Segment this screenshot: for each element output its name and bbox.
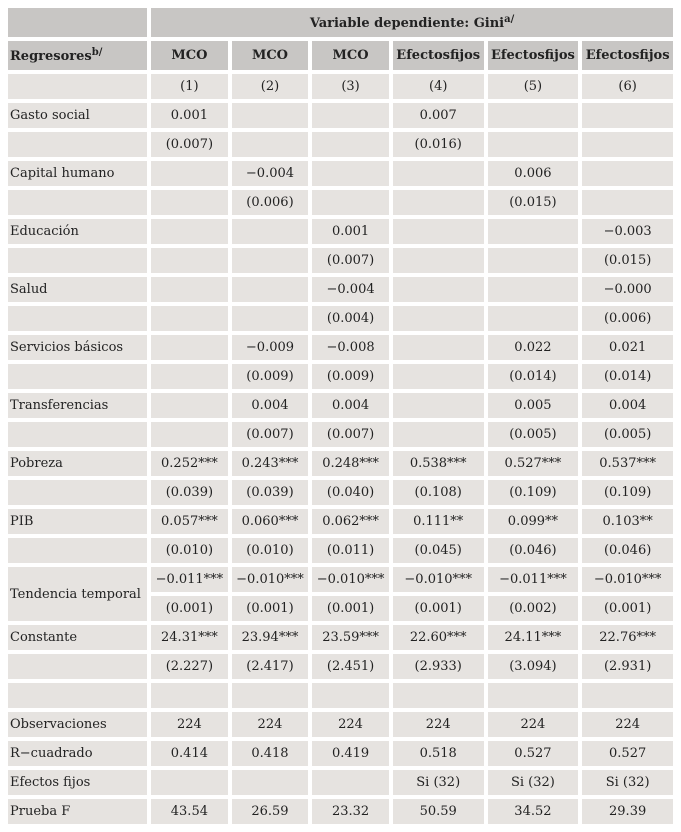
blank-label — [8, 538, 147, 563]
coefficient-cell — [488, 103, 579, 128]
coefficient-cell — [232, 277, 309, 302]
std-error-cell: (2.451) — [312, 654, 389, 679]
std-error-cell — [312, 132, 389, 157]
std-error-row — [8, 538, 673, 563]
std-error-row — [8, 422, 673, 447]
std-error-cell — [151, 306, 228, 331]
std-error-cell — [488, 306, 579, 331]
column-number: (2) — [232, 74, 309, 99]
std-error-cell: (3.094) — [488, 654, 579, 679]
blank-label — [8, 248, 147, 273]
std-error-cell — [232, 132, 309, 157]
number-row-label — [8, 74, 147, 99]
stat-value: 34.52 — [488, 799, 579, 824]
coefficient-cell — [232, 219, 309, 244]
coefficient-cell — [393, 219, 484, 244]
std-error-cell — [393, 248, 484, 273]
coefficient-cell: −0.009 — [232, 335, 309, 360]
coefficient-cell: −0.000 — [582, 277, 673, 302]
std-error-row — [8, 480, 673, 505]
std-error-cell: (0.001) — [393, 596, 484, 621]
coefficient-cell — [151, 335, 228, 360]
std-error-cell: (0.109) — [582, 480, 673, 505]
coefficient-cell: 0.004 — [312, 393, 389, 418]
column-header: MCO — [151, 41, 228, 70]
blank-cell — [232, 683, 309, 708]
regressor-label: Pobreza — [8, 451, 147, 476]
stat-label: Prueba F — [8, 799, 147, 824]
stat-value: 50.59 — [393, 799, 484, 824]
blank-label — [8, 132, 147, 157]
std-error-cell — [582, 190, 673, 215]
stat-value: 0.418 — [232, 741, 309, 766]
coefficient-cell: −0.010*** — [312, 567, 389, 592]
std-error-cell — [393, 422, 484, 447]
coefficient-cell — [393, 393, 484, 418]
blank-cell — [8, 683, 147, 708]
blank-cell — [393, 683, 484, 708]
coefficient-row — [8, 509, 673, 534]
blank-cell — [151, 683, 228, 708]
coefficient-cell: 22.76*** — [582, 625, 673, 650]
std-error-cell: (0.007) — [312, 248, 389, 273]
std-error-cell — [151, 248, 228, 273]
std-error-cell: (0.039) — [232, 480, 309, 505]
coefficient-cell — [393, 277, 484, 302]
coefficient-cell: −0.010*** — [232, 567, 309, 592]
column-number: (5) — [488, 74, 579, 99]
spacer-row — [8, 683, 673, 708]
std-error-cell: (0.010) — [151, 538, 228, 563]
coefficient-cell — [393, 335, 484, 360]
std-error-cell — [582, 132, 673, 157]
coefficient-cell — [151, 277, 228, 302]
coefficient-cell: 0.021 — [582, 335, 673, 360]
column-header: Efectosfijos — [582, 41, 673, 70]
coefficient-cell: 0.004 — [582, 393, 673, 418]
stat-value — [151, 770, 228, 795]
std-error-cell — [312, 190, 389, 215]
std-error-cell: (0.001) — [232, 596, 309, 621]
stat-value: 224 — [151, 712, 228, 737]
coefficient-cell: −0.010*** — [393, 567, 484, 592]
column-number: (1) — [151, 74, 228, 99]
stat-value: Si (32) — [582, 770, 673, 795]
dependent-variable-label: Variable dependiente: Gini — [309, 16, 505, 31]
coefficient-cell: −0.003 — [582, 219, 673, 244]
coefficient-cell — [582, 161, 673, 186]
stat-value: 0.419 — [312, 741, 389, 766]
coefficient-cell: 0.057*** — [151, 509, 228, 534]
regressor-label: Educación — [8, 219, 147, 244]
stat-value: Si (32) — [393, 770, 484, 795]
stat-label: R−cuadrado — [8, 741, 147, 766]
stat-value: 29.39 — [582, 799, 673, 824]
std-error-cell: (0.005) — [488, 422, 579, 447]
std-error-cell: (0.039) — [151, 480, 228, 505]
std-error-cell — [393, 364, 484, 389]
std-error-row — [8, 248, 673, 273]
coefficient-cell: 24.11*** — [488, 625, 579, 650]
std-error-cell: (0.015) — [488, 190, 579, 215]
std-error-cell — [488, 132, 579, 157]
coefficient-cell: 0.527*** — [488, 451, 579, 476]
coefficient-cell: −0.004 — [312, 277, 389, 302]
stat-row — [8, 712, 673, 737]
blank-label — [8, 422, 147, 447]
column-header: Efectosfijos — [488, 41, 579, 70]
stat-label: Observaciones — [8, 712, 147, 737]
coefficient-cell: 0.099** — [488, 509, 579, 534]
stat-value — [232, 770, 309, 795]
std-error-row — [8, 132, 673, 157]
header-corner — [8, 8, 147, 37]
blank-label — [8, 480, 147, 505]
std-error-cell: (0.040) — [312, 480, 389, 505]
column-number: (6) — [582, 74, 673, 99]
std-error-cell: (0.006) — [232, 190, 309, 215]
coefficient-row — [8, 393, 673, 418]
column-header: Efectosfijos — [393, 41, 484, 70]
regressor-label: PIB — [8, 509, 147, 534]
coefficient-row — [8, 103, 673, 128]
blank-label — [8, 654, 147, 679]
stat-row — [8, 770, 673, 795]
stat-row — [8, 741, 673, 766]
coefficient-cell: 0.001 — [151, 103, 228, 128]
stat-row — [8, 799, 673, 824]
column-number: (3) — [312, 74, 389, 99]
blank-cell — [488, 683, 579, 708]
coefficient-row — [8, 625, 673, 650]
coefficient-cell — [232, 103, 309, 128]
regressor-label: Tendencia temporal — [8, 567, 147, 621]
std-error-cell: (0.007) — [232, 422, 309, 447]
coefficient-cell: 24.31*** — [151, 625, 228, 650]
coefficient-cell: 0.111** — [393, 509, 484, 534]
coefficient-cell: −0.010*** — [582, 567, 673, 592]
std-error-row — [8, 306, 673, 331]
regressors-label: Regresores — [10, 49, 92, 64]
std-error-cell: (0.015) — [582, 248, 673, 273]
std-error-row — [8, 654, 673, 679]
coefficient-cell: 23.94*** — [232, 625, 309, 650]
std-error-cell: (0.007) — [151, 132, 228, 157]
blank-label — [8, 190, 147, 215]
coefficient-cell: 23.59*** — [312, 625, 389, 650]
stat-value: Si (32) — [488, 770, 579, 795]
std-error-cell: (0.009) — [232, 364, 309, 389]
blank-label — [8, 364, 147, 389]
std-error-cell: (0.005) — [582, 422, 673, 447]
blank-label — [8, 306, 147, 331]
coefficient-cell: 0.006 — [488, 161, 579, 186]
coefficient-cell — [393, 161, 484, 186]
regressor-label: Gasto social — [8, 103, 147, 128]
stat-value: 26.59 — [232, 799, 309, 824]
std-error-cell: (0.045) — [393, 538, 484, 563]
std-error-cell: (0.001) — [151, 596, 228, 621]
coefficient-row — [8, 277, 673, 302]
std-error-cell: (0.014) — [488, 364, 579, 389]
std-error-cell: (0.108) — [393, 480, 484, 505]
coefficient-cell: −0.011*** — [488, 567, 579, 592]
regressor-label: Constante — [8, 625, 147, 650]
stat-value: 0.527 — [488, 741, 579, 766]
column-header: MCO — [312, 41, 389, 70]
coefficient-cell: 0.007 — [393, 103, 484, 128]
coefficient-cell: 0.062*** — [312, 509, 389, 534]
std-error-cell: (0.004) — [312, 306, 389, 331]
stat-value: 0.527 — [582, 741, 673, 766]
regressor-label: Capital humano — [8, 161, 147, 186]
std-error-cell: (2.933) — [393, 654, 484, 679]
coefficient-cell — [151, 161, 228, 186]
coefficient-row — [8, 161, 673, 186]
coefficient-cell: 0.001 — [312, 219, 389, 244]
coefficient-cell: 0.538*** — [393, 451, 484, 476]
std-error-cell: (0.046) — [582, 538, 673, 563]
coefficient-row — [8, 567, 673, 592]
std-error-cell: (2.931) — [582, 654, 673, 679]
regressors-header — [8, 41, 147, 70]
coefficient-cell — [488, 277, 579, 302]
std-error-cell: (0.002) — [488, 596, 579, 621]
std-error-cell — [232, 248, 309, 273]
coefficient-cell: −0.008 — [312, 335, 389, 360]
stat-value: 43.54 — [151, 799, 228, 824]
stat-value: 0.518 — [393, 741, 484, 766]
std-error-cell: (0.016) — [393, 132, 484, 157]
coefficient-cell: 0.537*** — [582, 451, 673, 476]
coefficient-cell: 0.005 — [488, 393, 579, 418]
coefficient-cell — [151, 393, 228, 418]
std-error-cell: (0.006) — [582, 306, 673, 331]
regressor-label: Transferencias — [8, 393, 147, 418]
column-header: MCO — [232, 41, 309, 70]
blank-cell — [582, 683, 673, 708]
coefficient-cell: 22.60*** — [393, 625, 484, 650]
regressors-note: b/ — [91, 47, 103, 58]
stat-value: 224 — [393, 712, 484, 737]
coefficient-cell: 0.004 — [232, 393, 309, 418]
std-error-cell: (0.109) — [488, 480, 579, 505]
stat-value: 224 — [312, 712, 389, 737]
coefficient-cell: 0.243*** — [232, 451, 309, 476]
std-error-cell — [232, 306, 309, 331]
coefficient-cell: −0.011*** — [151, 567, 228, 592]
stat-value: 0.414 — [151, 741, 228, 766]
std-error-row — [8, 190, 673, 215]
coefficient-cell: 0.103** — [582, 509, 673, 534]
std-error-cell: (0.010) — [232, 538, 309, 563]
stat-value: 23.32 — [312, 799, 389, 824]
stat-value: 224 — [488, 712, 579, 737]
stat-value — [312, 770, 389, 795]
std-error-cell — [151, 364, 228, 389]
std-error-cell — [393, 306, 484, 331]
std-error-cell: (0.001) — [312, 596, 389, 621]
coefficient-row — [8, 451, 673, 476]
coefficient-cell: 0.252*** — [151, 451, 228, 476]
stat-value: 224 — [582, 712, 673, 737]
std-error-cell: (0.007) — [312, 422, 389, 447]
std-error-cell — [393, 190, 484, 215]
coefficient-cell: −0.004 — [232, 161, 309, 186]
std-error-cell: (0.046) — [488, 538, 579, 563]
coefficient-cell — [582, 103, 673, 128]
coefficient-cell — [312, 103, 389, 128]
coefficient-cell — [151, 219, 228, 244]
std-error-cell: (0.009) — [312, 364, 389, 389]
coefficient-cell — [312, 161, 389, 186]
std-error-cell — [151, 190, 228, 215]
coefficient-row — [8, 335, 673, 360]
std-error-cell: (2.227) — [151, 654, 228, 679]
std-error-cell: (0.011) — [312, 538, 389, 563]
dependent-variable-header — [151, 8, 673, 37]
std-error-cell — [488, 248, 579, 273]
stat-label: Efectos fijos — [8, 770, 147, 795]
coefficient-cell: 0.248*** — [312, 451, 389, 476]
regression-table — [4, 4, 677, 828]
blank-cell — [312, 683, 389, 708]
coefficient-row — [8, 219, 673, 244]
std-error-cell: (0.001) — [582, 596, 673, 621]
std-error-row — [8, 364, 673, 389]
std-error-cell: (2.417) — [232, 654, 309, 679]
coefficient-cell — [488, 219, 579, 244]
regressor-label: Salud — [8, 277, 147, 302]
stat-value: 224 — [232, 712, 309, 737]
dependent-variable-note: a/ — [504, 14, 515, 25]
std-error-cell: (0.014) — [582, 364, 673, 389]
column-number: (4) — [393, 74, 484, 99]
coefficient-cell: 0.022 — [488, 335, 579, 360]
regressor-label: Servicios básicos — [8, 335, 147, 360]
coefficient-cell: 0.060*** — [232, 509, 309, 534]
std-error-cell — [151, 422, 228, 447]
